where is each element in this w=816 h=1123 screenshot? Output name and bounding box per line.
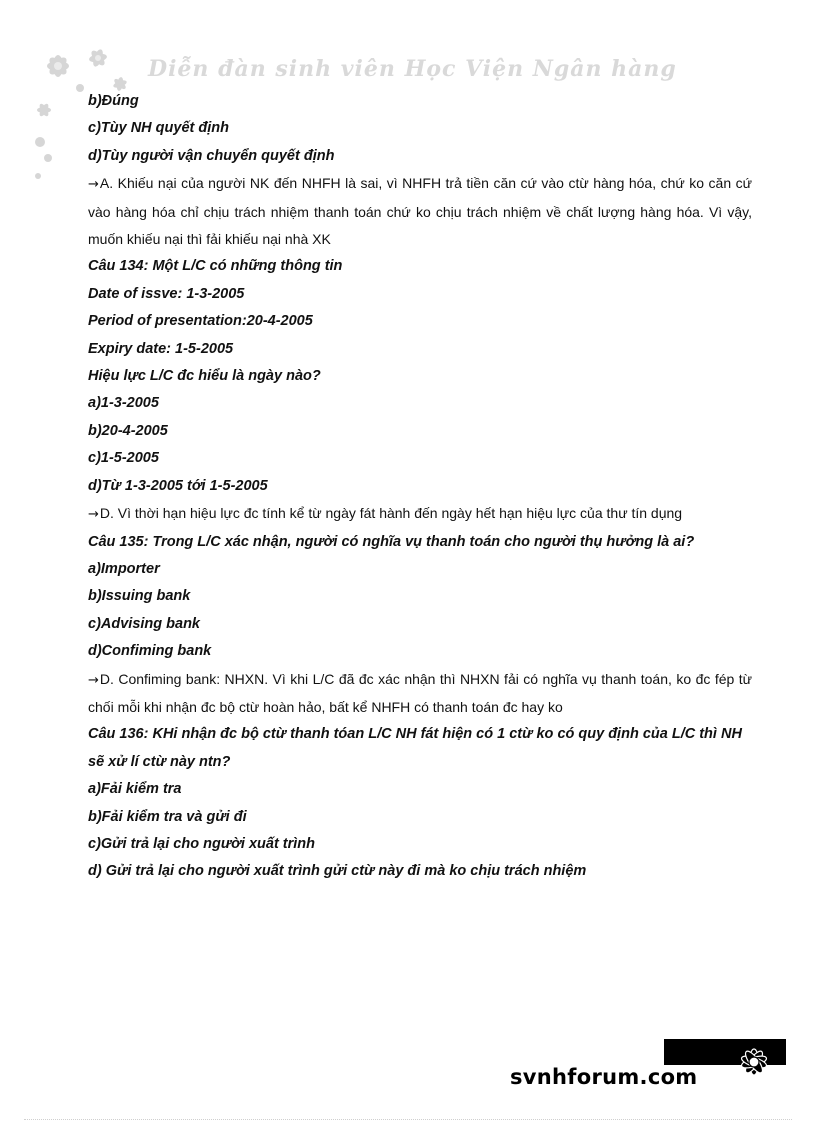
answer-option: a)Fải kiểm tra: [88, 781, 182, 798]
explanation: →D. Confiming bank: NHXN. Vì khi L/C đã đc xác nhận thì NHXN fải có nghĩa vụ thanh toán, ko đc fép từ chối mỗi khi nhận đc bộ ctừ hoàn hảo, bất kể NHFH có thanh toán đc hay ko: [88, 670, 752, 715]
page-divider: [24, 1119, 792, 1120]
arrow-icon: →: [88, 177, 99, 193]
answer-option: c)1-5-2005: [88, 450, 159, 467]
answer-option: c)Gửi trả lại cho người xuất trình: [88, 835, 316, 852]
question-heading: Câu 134: Một L/C có những thông tin: [88, 258, 343, 275]
answer-option: a)1-3-2005: [88, 395, 159, 412]
arrow-icon: →: [88, 672, 99, 688]
answer-option: d)Từ 1-3-2005 tới 1-5-2005: [88, 477, 268, 494]
arrow-icon: →: [88, 507, 99, 523]
answer-option: c)Advising bank: [88, 615, 200, 632]
question-heading: Câu 136: KHi nhận đc bộ ctừ thanh tóan L/C NH fát hiện có 1 ctừ ko có quy định của L/C thì NH sẽ xử lí ctừ này ntn?: [88, 726, 742, 770]
footer-logo: svnhforum.com: [510, 1065, 698, 1089]
question-detail: Date of issve: 1-3-2005: [88, 285, 245, 302]
question-detail: Hiệu lực L/C đc hiểu là ngày nào?: [88, 368, 321, 385]
answer-option: b)Đúng: [88, 93, 139, 109]
answer-option: b)20-4-2005: [88, 422, 168, 439]
question-heading: Câu 135: Trong L/C xác nhận, người có nghĩa vụ thanh toán cho người thụ hưởng là ai?: [88, 533, 695, 550]
answer-option: d)Tùy người vận chuyển quyết định: [88, 147, 335, 164]
forum-banner: Diễn đàn sinh viên Học Viện Ngân hàng: [148, 56, 677, 82]
answer-option: c)Tùy NH quyết định: [88, 120, 229, 137]
answer-option: b)Issuing bank: [88, 588, 191, 605]
flower-logo-icon: [724, 1034, 786, 1088]
answer-option: a)Importer: [88, 560, 160, 577]
answer-option: d) Gửi trả lại cho người xuất trình gửi ctừ này đi mà ko chịu trách nhiệm: [88, 863, 587, 880]
question-detail: Period of presentation:20-4-2005: [88, 313, 313, 330]
answer-option: b)Fải kiểm tra và gửi đi: [88, 808, 247, 825]
document-content: [88, 88, 752, 886]
answer-option: d)Confiming bank: [88, 643, 212, 660]
explanation: →D. Vì thời hạn hiệu lực đc tính kể từ ngày fát hành đến ngày hết hạn hiệu lực của thư tín dụng: [88, 505, 683, 523]
question-detail: Expiry date: 1-5-2005: [88, 340, 234, 357]
explanation: →A. Khiếu nại của người NK đến NHFH là sai, vì NHFH trả tiền căn cứ vào ctừ hàng hóa, chứ ko căn cứ vào hàng hóa chỉ chịu trách nhiệm thanh toán chứ ko chịu trách nhiệm về chất lượng hàng hóa. Vì vậy, muốn khiếu nại thì fải khiếu nại nhà XK: [88, 175, 752, 248]
